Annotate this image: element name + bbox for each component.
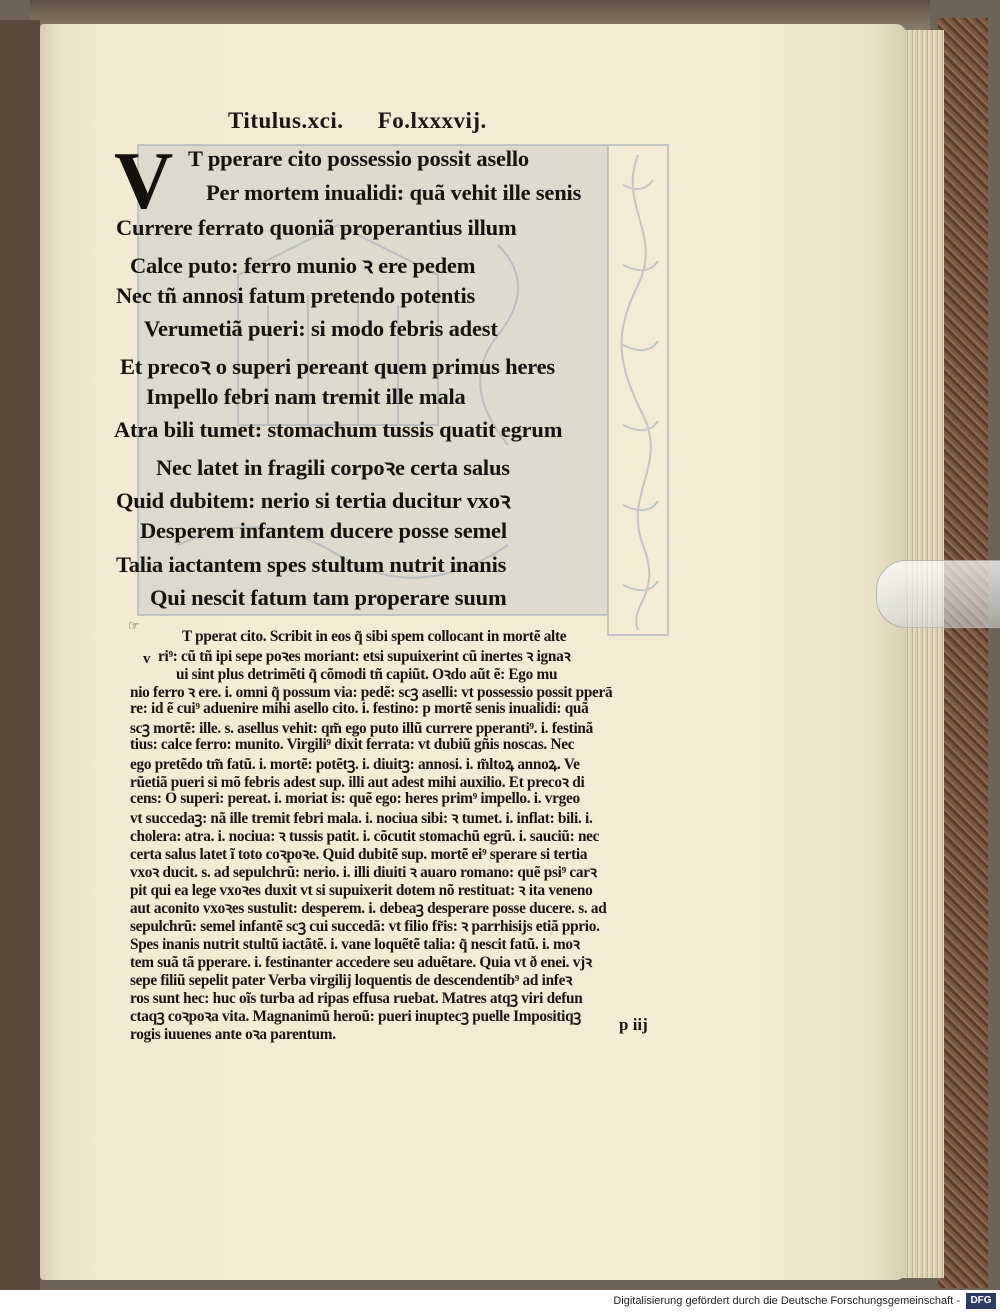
commentary-line: cens: O superi: pereat. i. moriat is: quẽ ego: heres prim⁹ impello. i. vrgeo bbox=[130, 790, 580, 807]
verse-line: Calce puto: ferro munio ꝛ ere pedem bbox=[130, 253, 476, 278]
book-cover-left bbox=[0, 20, 40, 1290]
bookmark-tab bbox=[876, 560, 1000, 628]
commentary-line: cholera: atra. i. nociua: ꝛ tussis patit. i. cõcutit stomachũ egrũ. i. sauciũ: nec bbox=[130, 828, 600, 845]
commentary-line: ctaqꝫ coꝛpoꝛa vita. Magnanimũ heroũ: pueri inuptecꝫ puelle Impositiqꝫ bbox=[130, 1008, 581, 1025]
page-edges bbox=[900, 30, 944, 1278]
footer-bar bbox=[0, 1290, 1000, 1314]
commentary-line: sepe filiũ sepelit pater Verba virgilij loquentis de descendentib⁹ ad infeꝛ bbox=[130, 972, 573, 989]
margin-letter: v bbox=[143, 651, 151, 667]
commentary-line: ri⁹: cũ tñ ipi sepe poꝛes moriant: etsi supuixerint cũ inertes ꝛ ignaꝛ bbox=[158, 648, 571, 665]
commentary-line: vt succedaꝫ: nã ille tremit febri mala. i. nociua sibi: ꝛ tumet. i. inflat: bili. i. bbox=[130, 810, 593, 827]
verse-line: Talia iactantem spes stultum nutrit inanis bbox=[116, 552, 507, 577]
commentary-line: re: id ẽ cui⁹ aduenire mihi asello cito. i. festino: p mortẽ senis inualidi: quã bbox=[130, 700, 589, 717]
verse-line: Nec tñ annosi fatum pretendo potentis bbox=[116, 283, 476, 308]
commentary-line: ros sunt hec: huc oĩs turba ad ripas effusa ruebat. Matres atqꝫ viri defun bbox=[130, 990, 583, 1007]
verse-line: T pperare cito possessio possit asello bbox=[188, 146, 529, 171]
signature-mark: p iij bbox=[619, 1015, 648, 1034]
header-title: Titulus.xci. bbox=[228, 108, 344, 133]
commentary-line: scꝫ mortẽ: ille. s. asellus vehit: qm̃ ego puto illũ currere pperanti⁹. i. festinã bbox=[130, 720, 593, 737]
commentary-line: sepulchrũ: semel infantẽ scꝫ cui succedã: vt filio fr̃is: ꝛ parrhisijs etiã pprio. bbox=[130, 918, 600, 935]
margin-hand-mark: ☞ bbox=[128, 618, 140, 633]
commentary-line: tem suã tã pperare. i. festinanter accedere seu aduẽtare. Quia vt ð enei. vjꝛ bbox=[130, 954, 592, 971]
verse-line: Desperem infantem ducere posse semel bbox=[140, 518, 507, 543]
commentary-line: Spes inanis nutrit stultũ iactãtẽ. i. vane loquẽtẽ talia: q̃ nescit fatũ. i. moꝛ bbox=[130, 936, 580, 953]
running-header bbox=[228, 108, 515, 134]
commentary-line: ego pretẽdo tm̃ fatũ. i. mortẽ: potẽtꝫ. i. diuitꝫ: annosi. i. m̃ltoꝝ annoꝝ. Ve bbox=[130, 756, 580, 773]
commentary-line: ui sint plus detrimẽti q̃ cõmodi tñ capiũt. Oꝛdo aũt ẽ: Ego mu bbox=[176, 666, 558, 683]
commentary-line: tius: calce ferro: munito. Virgili⁹ dixit ferrata: vt dubiũ gñis noscas. Nec bbox=[130, 736, 575, 753]
verse-line: Et precoꝛ o superi pereant quem primus heres bbox=[120, 354, 555, 379]
verse-line: Per mortem inualidi: quã vehit ille senis bbox=[206, 180, 582, 205]
verse-line: Qui nescit fatum tam properare suum bbox=[150, 585, 507, 610]
verse-line: Quid dubitem: nerio si tertia ducitur vxoꝛ bbox=[116, 488, 511, 513]
decorated-initial: V bbox=[114, 135, 174, 226]
commentary-line: rogis iuuenes ante oꝛa parentum. bbox=[130, 1026, 336, 1043]
commentary-line: T pperat cito. Scribit in eos q̃ sibi spem collocant in mortẽ alte bbox=[182, 628, 567, 645]
footer-credit: Digitalisierung gefördert durch die Deutsche Forschungsgemeinschaft - bbox=[613, 1295, 960, 1307]
dfg-logo: DFG bbox=[966, 1293, 996, 1309]
verse-line: Nec latet in fragili corpoꝛe certa salus bbox=[156, 455, 510, 480]
commentary-line: pit qui ea lege vxoꝛes duxit vt si supuixerit dotem nõ restituat: ꝛ ita veneno bbox=[130, 882, 593, 899]
commentary-line: rũetiã pueri si mõ febris adest sup. illi aut adest mihi auxilio. Et precoꝛ di bbox=[130, 774, 585, 791]
book-cover-right bbox=[938, 18, 988, 1288]
verse-line: Atra bili tumet: stomachum tussis quatit egrum bbox=[114, 417, 563, 442]
commentary-line: nio ferro ꝛ ere. i. omni q̃ possum via: pedẽ: scꝫ aselli: vt possessio possit pperā bbox=[130, 684, 613, 701]
header-folio: Fo.lxxxvij. bbox=[377, 108, 487, 133]
commentary-line: certa salus latet ĩ toto coꝛpoꝛe. Quid dubitẽ sup. mortẽ ei⁹ sperare si tertia bbox=[130, 846, 588, 863]
verse-line: Impello febri nam tremit ille mala bbox=[146, 384, 466, 409]
commentary-line: aut aconito vxoꝛes sustulit: desperem. i. debeaꝫ desperare posse ducere. s. ad bbox=[130, 900, 607, 917]
commentary-line: vxoꝛ ducit. s. ad sepulchrũ: nerio. i. illi diuiti ꝛ auaro romano: quẽ psi⁹ carꝛ bbox=[130, 864, 597, 881]
verse-line: Currere ferrato quoniã properantius illum bbox=[116, 215, 517, 240]
verse-line: Verumetiã pueri: si modo febris adest bbox=[144, 316, 498, 341]
